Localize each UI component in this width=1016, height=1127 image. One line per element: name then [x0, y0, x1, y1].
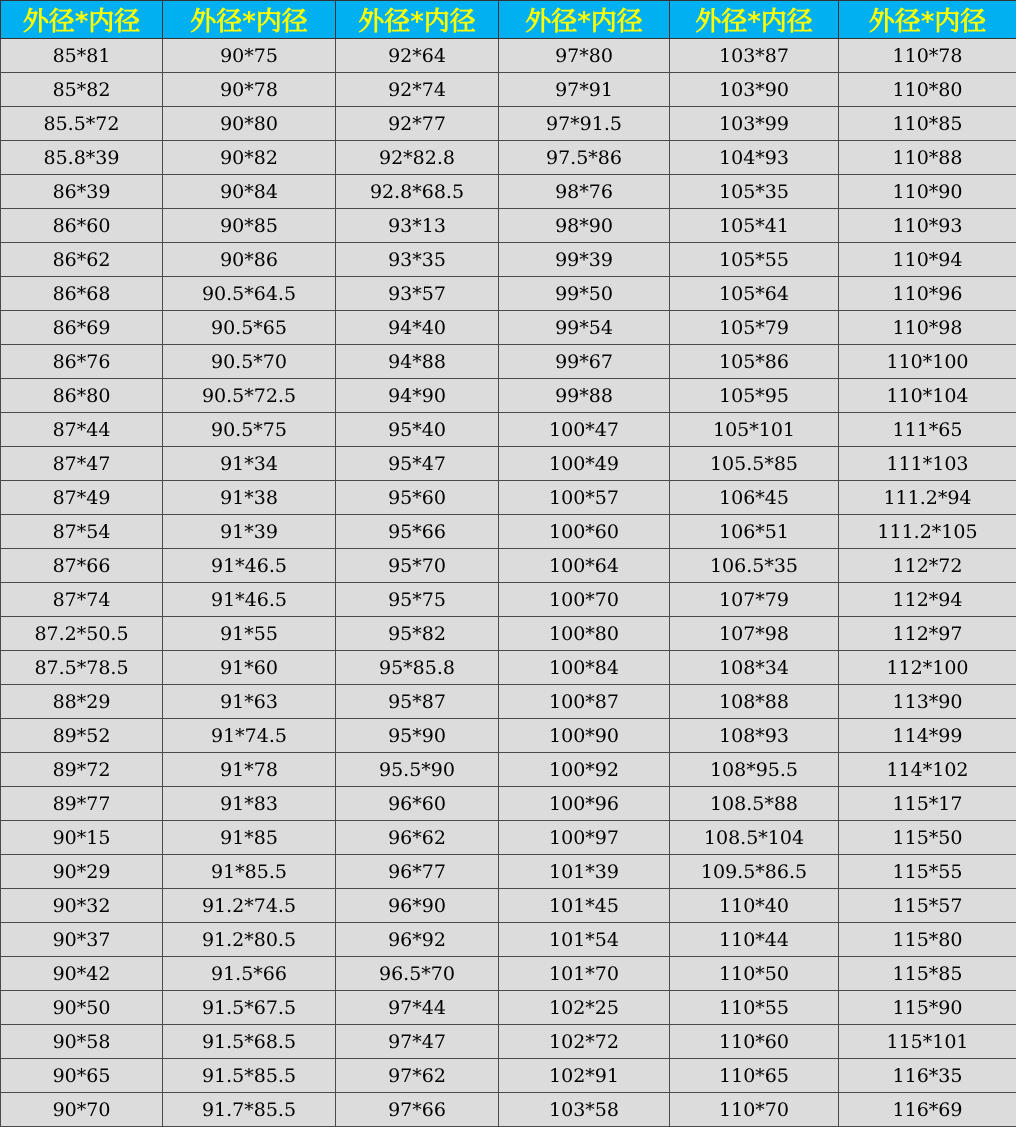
size-cell: 112*100	[839, 651, 1016, 685]
size-cell: 110*90	[839, 175, 1016, 209]
size-cell: 103*90	[670, 73, 839, 107]
size-cell: 97*47	[336, 1025, 499, 1059]
size-cell: 91*78	[163, 753, 336, 787]
table-row	[1, 515, 1016, 549]
table-row	[1, 651, 1016, 685]
column-header: 外径*内径	[499, 1, 670, 39]
size-cell: 92*82.8	[336, 141, 499, 175]
size-cell: 106*51	[670, 515, 839, 549]
table-row	[1, 889, 1016, 923]
size-cell: 105.5*85	[670, 447, 839, 481]
size-cell: 100*60	[499, 515, 670, 549]
size-cell: 92*74	[336, 73, 499, 107]
size-cell: 95*40	[336, 413, 499, 447]
size-cell: 85.8*39	[1, 141, 163, 175]
table-row	[1, 175, 1016, 209]
size-cell: 110*104	[839, 379, 1016, 413]
size-cell: 108*88	[670, 685, 839, 719]
size-cell: 98*76	[499, 175, 670, 209]
size-cell: 86*80	[1, 379, 163, 413]
table-row	[1, 209, 1016, 243]
size-cell: 107*79	[670, 583, 839, 617]
column-header: 外径*内径	[336, 1, 499, 39]
size-cell: 115*57	[839, 889, 1016, 923]
table-row	[1, 617, 1016, 651]
size-cell: 111*65	[839, 413, 1016, 447]
size-cell: 90*78	[163, 73, 336, 107]
size-cell: 102*91	[499, 1059, 670, 1093]
size-cell: 110*78	[839, 39, 1016, 73]
size-cell: 105*86	[670, 345, 839, 379]
size-cell: 108.5*88	[670, 787, 839, 821]
size-cell: 91*34	[163, 447, 336, 481]
size-cell: 115*101	[839, 1025, 1016, 1059]
size-cell: 116*35	[839, 1059, 1016, 1093]
table-row	[1, 39, 1016, 73]
size-cell: 86*76	[1, 345, 163, 379]
size-cell: 108*34	[670, 651, 839, 685]
size-cell: 101*39	[499, 855, 670, 889]
size-cell: 90*82	[163, 141, 336, 175]
size-cell: 100*47	[499, 413, 670, 447]
size-cell: 97*44	[336, 991, 499, 1025]
size-cell: 110*65	[670, 1059, 839, 1093]
size-cell: 90*29	[1, 855, 163, 889]
size-cell: 90*75	[163, 39, 336, 73]
size-cell: 90*58	[1, 1025, 163, 1059]
size-cell: 96*90	[336, 889, 499, 923]
size-cell: 90.5*72.5	[163, 379, 336, 413]
size-cell: 103*58	[499, 1093, 670, 1127]
size-cell: 90.5*65	[163, 311, 336, 345]
size-cell: 95*70	[336, 549, 499, 583]
table-row	[1, 1093, 1016, 1127]
size-cell: 110*80	[839, 73, 1016, 107]
table-row	[1, 447, 1016, 481]
size-cell: 98*90	[499, 209, 670, 243]
size-cell: 110*44	[670, 923, 839, 957]
size-cell: 100*92	[499, 753, 670, 787]
size-cell: 103*99	[670, 107, 839, 141]
size-cell: 90*65	[1, 1059, 163, 1093]
size-cell: 91.5*66	[163, 957, 336, 991]
size-cell: 101*45	[499, 889, 670, 923]
size-cell: 115*50	[839, 821, 1016, 855]
size-cell: 90*37	[1, 923, 163, 957]
size-cell: 115*85	[839, 957, 1016, 991]
size-cell: 110*100	[839, 345, 1016, 379]
size-cell: 91*46.5	[163, 583, 336, 617]
size-cell: 111*103	[839, 447, 1016, 481]
size-cell: 90*84	[163, 175, 336, 209]
size-cell: 101*54	[499, 923, 670, 957]
size-cell: 99*54	[499, 311, 670, 345]
size-cell: 105*35	[670, 175, 839, 209]
size-cell: 89*77	[1, 787, 163, 821]
table-row	[1, 753, 1016, 787]
size-cell: 101*70	[499, 957, 670, 991]
size-cell: 95*47	[336, 447, 499, 481]
size-cell: 91*38	[163, 481, 336, 515]
size-cell: 90*86	[163, 243, 336, 277]
size-cell: 91.7*85.5	[163, 1093, 336, 1127]
size-cell: 95*82	[336, 617, 499, 651]
size-cell: 99*39	[499, 243, 670, 277]
size-cell: 110*98	[839, 311, 1016, 345]
size-cell: 92*64	[336, 39, 499, 73]
size-cell: 91.5*85.5	[163, 1059, 336, 1093]
size-cell: 97.5*86	[499, 141, 670, 175]
size-cell: 91*85	[163, 821, 336, 855]
size-cell: 90*85	[163, 209, 336, 243]
size-cell: 93*35	[336, 243, 499, 277]
size-cell: 110*55	[670, 991, 839, 1025]
size-cell: 112*97	[839, 617, 1016, 651]
size-cell: 100*57	[499, 481, 670, 515]
size-cell: 100*64	[499, 549, 670, 583]
size-cell: 87*49	[1, 481, 163, 515]
size-cell: 112*72	[839, 549, 1016, 583]
size-cell: 97*80	[499, 39, 670, 73]
size-cell: 85*82	[1, 73, 163, 107]
size-cell: 96*60	[336, 787, 499, 821]
size-cell: 97*66	[336, 1093, 499, 1127]
size-cell: 87.2*50.5	[1, 617, 163, 651]
size-cell: 93*57	[336, 277, 499, 311]
size-cell: 91*60	[163, 651, 336, 685]
table-row	[1, 821, 1016, 855]
table-row	[1, 1025, 1016, 1059]
size-cell: 114*99	[839, 719, 1016, 753]
size-cell: 113*90	[839, 685, 1016, 719]
size-cell: 91*63	[163, 685, 336, 719]
size-cell: 96.5*70	[336, 957, 499, 991]
size-cell: 107*98	[670, 617, 839, 651]
size-cell: 87.5*78.5	[1, 651, 163, 685]
size-cell: 92.8*68.5	[336, 175, 499, 209]
size-cell: 115*80	[839, 923, 1016, 957]
size-cell: 91.2*80.5	[163, 923, 336, 957]
size-cell: 115*17	[839, 787, 1016, 821]
size-cell: 106*45	[670, 481, 839, 515]
size-cell: 99*50	[499, 277, 670, 311]
size-cell: 87*54	[1, 515, 163, 549]
size-cell: 90*50	[1, 991, 163, 1025]
size-cell: 114*102	[839, 753, 1016, 787]
size-cell: 99*67	[499, 345, 670, 379]
size-cell: 91*74.5	[163, 719, 336, 753]
size-cell: 110*60	[670, 1025, 839, 1059]
size-cell: 95*75	[336, 583, 499, 617]
size-cell: 86*39	[1, 175, 163, 209]
size-cell: 99*88	[499, 379, 670, 413]
size-cell: 96*62	[336, 821, 499, 855]
size-cell: 109.5*86.5	[670, 855, 839, 889]
size-cell: 115*90	[839, 991, 1016, 1025]
table-row	[1, 549, 1016, 583]
size-cell: 85.5*72	[1, 107, 163, 141]
size-cell: 100*84	[499, 651, 670, 685]
size-cell: 102*72	[499, 1025, 670, 1059]
size-cell: 91*55	[163, 617, 336, 651]
size-cell: 108*93	[670, 719, 839, 753]
table-header	[1, 1, 1016, 39]
size-cell: 91*39	[163, 515, 336, 549]
size-cell: 110*96	[839, 277, 1016, 311]
table-row	[1, 1059, 1016, 1093]
table-row	[1, 855, 1016, 889]
header-row	[1, 1, 1016, 39]
size-cell: 100*90	[499, 719, 670, 753]
size-cell: 110*93	[839, 209, 1016, 243]
table-body	[1, 39, 1016, 1127]
table-row	[1, 685, 1016, 719]
size-cell: 93*13	[336, 209, 499, 243]
size-cell: 96*92	[336, 923, 499, 957]
size-cell: 97*91.5	[499, 107, 670, 141]
size-cell: 95.5*90	[336, 753, 499, 787]
size-cell: 112*94	[839, 583, 1016, 617]
size-cell: 86*69	[1, 311, 163, 345]
size-cell: 115*55	[839, 855, 1016, 889]
size-cell: 110*50	[670, 957, 839, 991]
size-cell: 116*69	[839, 1093, 1016, 1127]
size-cell: 90.5*75	[163, 413, 336, 447]
size-cell: 111.2*105	[839, 515, 1016, 549]
table-row	[1, 277, 1016, 311]
size-cell: 97*91	[499, 73, 670, 107]
size-cell: 108*95.5	[670, 753, 839, 787]
table-row	[1, 73, 1016, 107]
size-cell: 90*80	[163, 107, 336, 141]
size-cell: 105*64	[670, 277, 839, 311]
size-cell: 95*85.8	[336, 651, 499, 685]
size-cell: 91*83	[163, 787, 336, 821]
size-cell: 100*49	[499, 447, 670, 481]
size-cell: 100*80	[499, 617, 670, 651]
size-cell: 105*41	[670, 209, 839, 243]
size-cell: 105*95	[670, 379, 839, 413]
size-cell: 106.5*35	[670, 549, 839, 583]
size-cell: 94*90	[336, 379, 499, 413]
table-row	[1, 991, 1016, 1025]
size-cell: 110*40	[670, 889, 839, 923]
size-cell: 87*66	[1, 549, 163, 583]
size-cell: 87*74	[1, 583, 163, 617]
table-row	[1, 787, 1016, 821]
size-cell: 96*77	[336, 855, 499, 889]
size-cell: 110*94	[839, 243, 1016, 277]
size-cell: 104*93	[670, 141, 839, 175]
size-cell: 86*60	[1, 209, 163, 243]
size-cell: 105*101	[670, 413, 839, 447]
size-cell: 100*87	[499, 685, 670, 719]
table-row	[1, 583, 1016, 617]
column-header: 外径*内径	[839, 1, 1016, 39]
table-row	[1, 345, 1016, 379]
size-cell: 90*32	[1, 889, 163, 923]
size-cell: 95*90	[336, 719, 499, 753]
size-cell: 100*96	[499, 787, 670, 821]
table-row	[1, 141, 1016, 175]
size-cell: 91*46.5	[163, 549, 336, 583]
size-cell: 91.5*68.5	[163, 1025, 336, 1059]
size-cell: 92*77	[336, 107, 499, 141]
table-row	[1, 413, 1016, 447]
size-cell: 90*42	[1, 957, 163, 991]
size-cell: 94*88	[336, 345, 499, 379]
size-cell: 95*60	[336, 481, 499, 515]
size-cell: 105*55	[670, 243, 839, 277]
size-cell: 103*87	[670, 39, 839, 73]
size-cell: 89*72	[1, 753, 163, 787]
size-cell: 91.5*67.5	[163, 991, 336, 1025]
size-cell: 86*62	[1, 243, 163, 277]
size-cell: 89*52	[1, 719, 163, 753]
size-cell: 91*85.5	[163, 855, 336, 889]
size-cell: 90.5*64.5	[163, 277, 336, 311]
table-row	[1, 107, 1016, 141]
size-cell: 97*62	[336, 1059, 499, 1093]
column-header: 外径*内径	[670, 1, 839, 39]
size-cell: 108.5*104	[670, 821, 839, 855]
table-row	[1, 719, 1016, 753]
size-cell: 95*87	[336, 685, 499, 719]
column-header: 外径*内径	[1, 1, 163, 39]
size-cell: 110*70	[670, 1093, 839, 1127]
size-cell: 102*25	[499, 991, 670, 1025]
size-cell: 111.2*94	[839, 481, 1016, 515]
table-row	[1, 379, 1016, 413]
size-cell: 100*97	[499, 821, 670, 855]
size-cell: 88*29	[1, 685, 163, 719]
size-cell: 110*85	[839, 107, 1016, 141]
table-row	[1, 957, 1016, 991]
size-cell: 105*79	[670, 311, 839, 345]
size-cell: 85*81	[1, 39, 163, 73]
column-header: 外径*内径	[163, 1, 336, 39]
size-cell: 110*88	[839, 141, 1016, 175]
size-cell: 100*70	[499, 583, 670, 617]
size-cell: 94*40	[336, 311, 499, 345]
size-cell: 90*70	[1, 1093, 163, 1127]
table-row	[1, 243, 1016, 277]
size-cell: 90.5*70	[163, 345, 336, 379]
table-row	[1, 481, 1016, 515]
size-cell: 87*44	[1, 413, 163, 447]
size-cell: 95*66	[336, 515, 499, 549]
size-cell: 90*15	[1, 821, 163, 855]
size-cell: 91.2*74.5	[163, 889, 336, 923]
table-row	[1, 923, 1016, 957]
table-row	[1, 311, 1016, 345]
size-cell: 87*47	[1, 447, 163, 481]
size-cell: 86*68	[1, 277, 163, 311]
